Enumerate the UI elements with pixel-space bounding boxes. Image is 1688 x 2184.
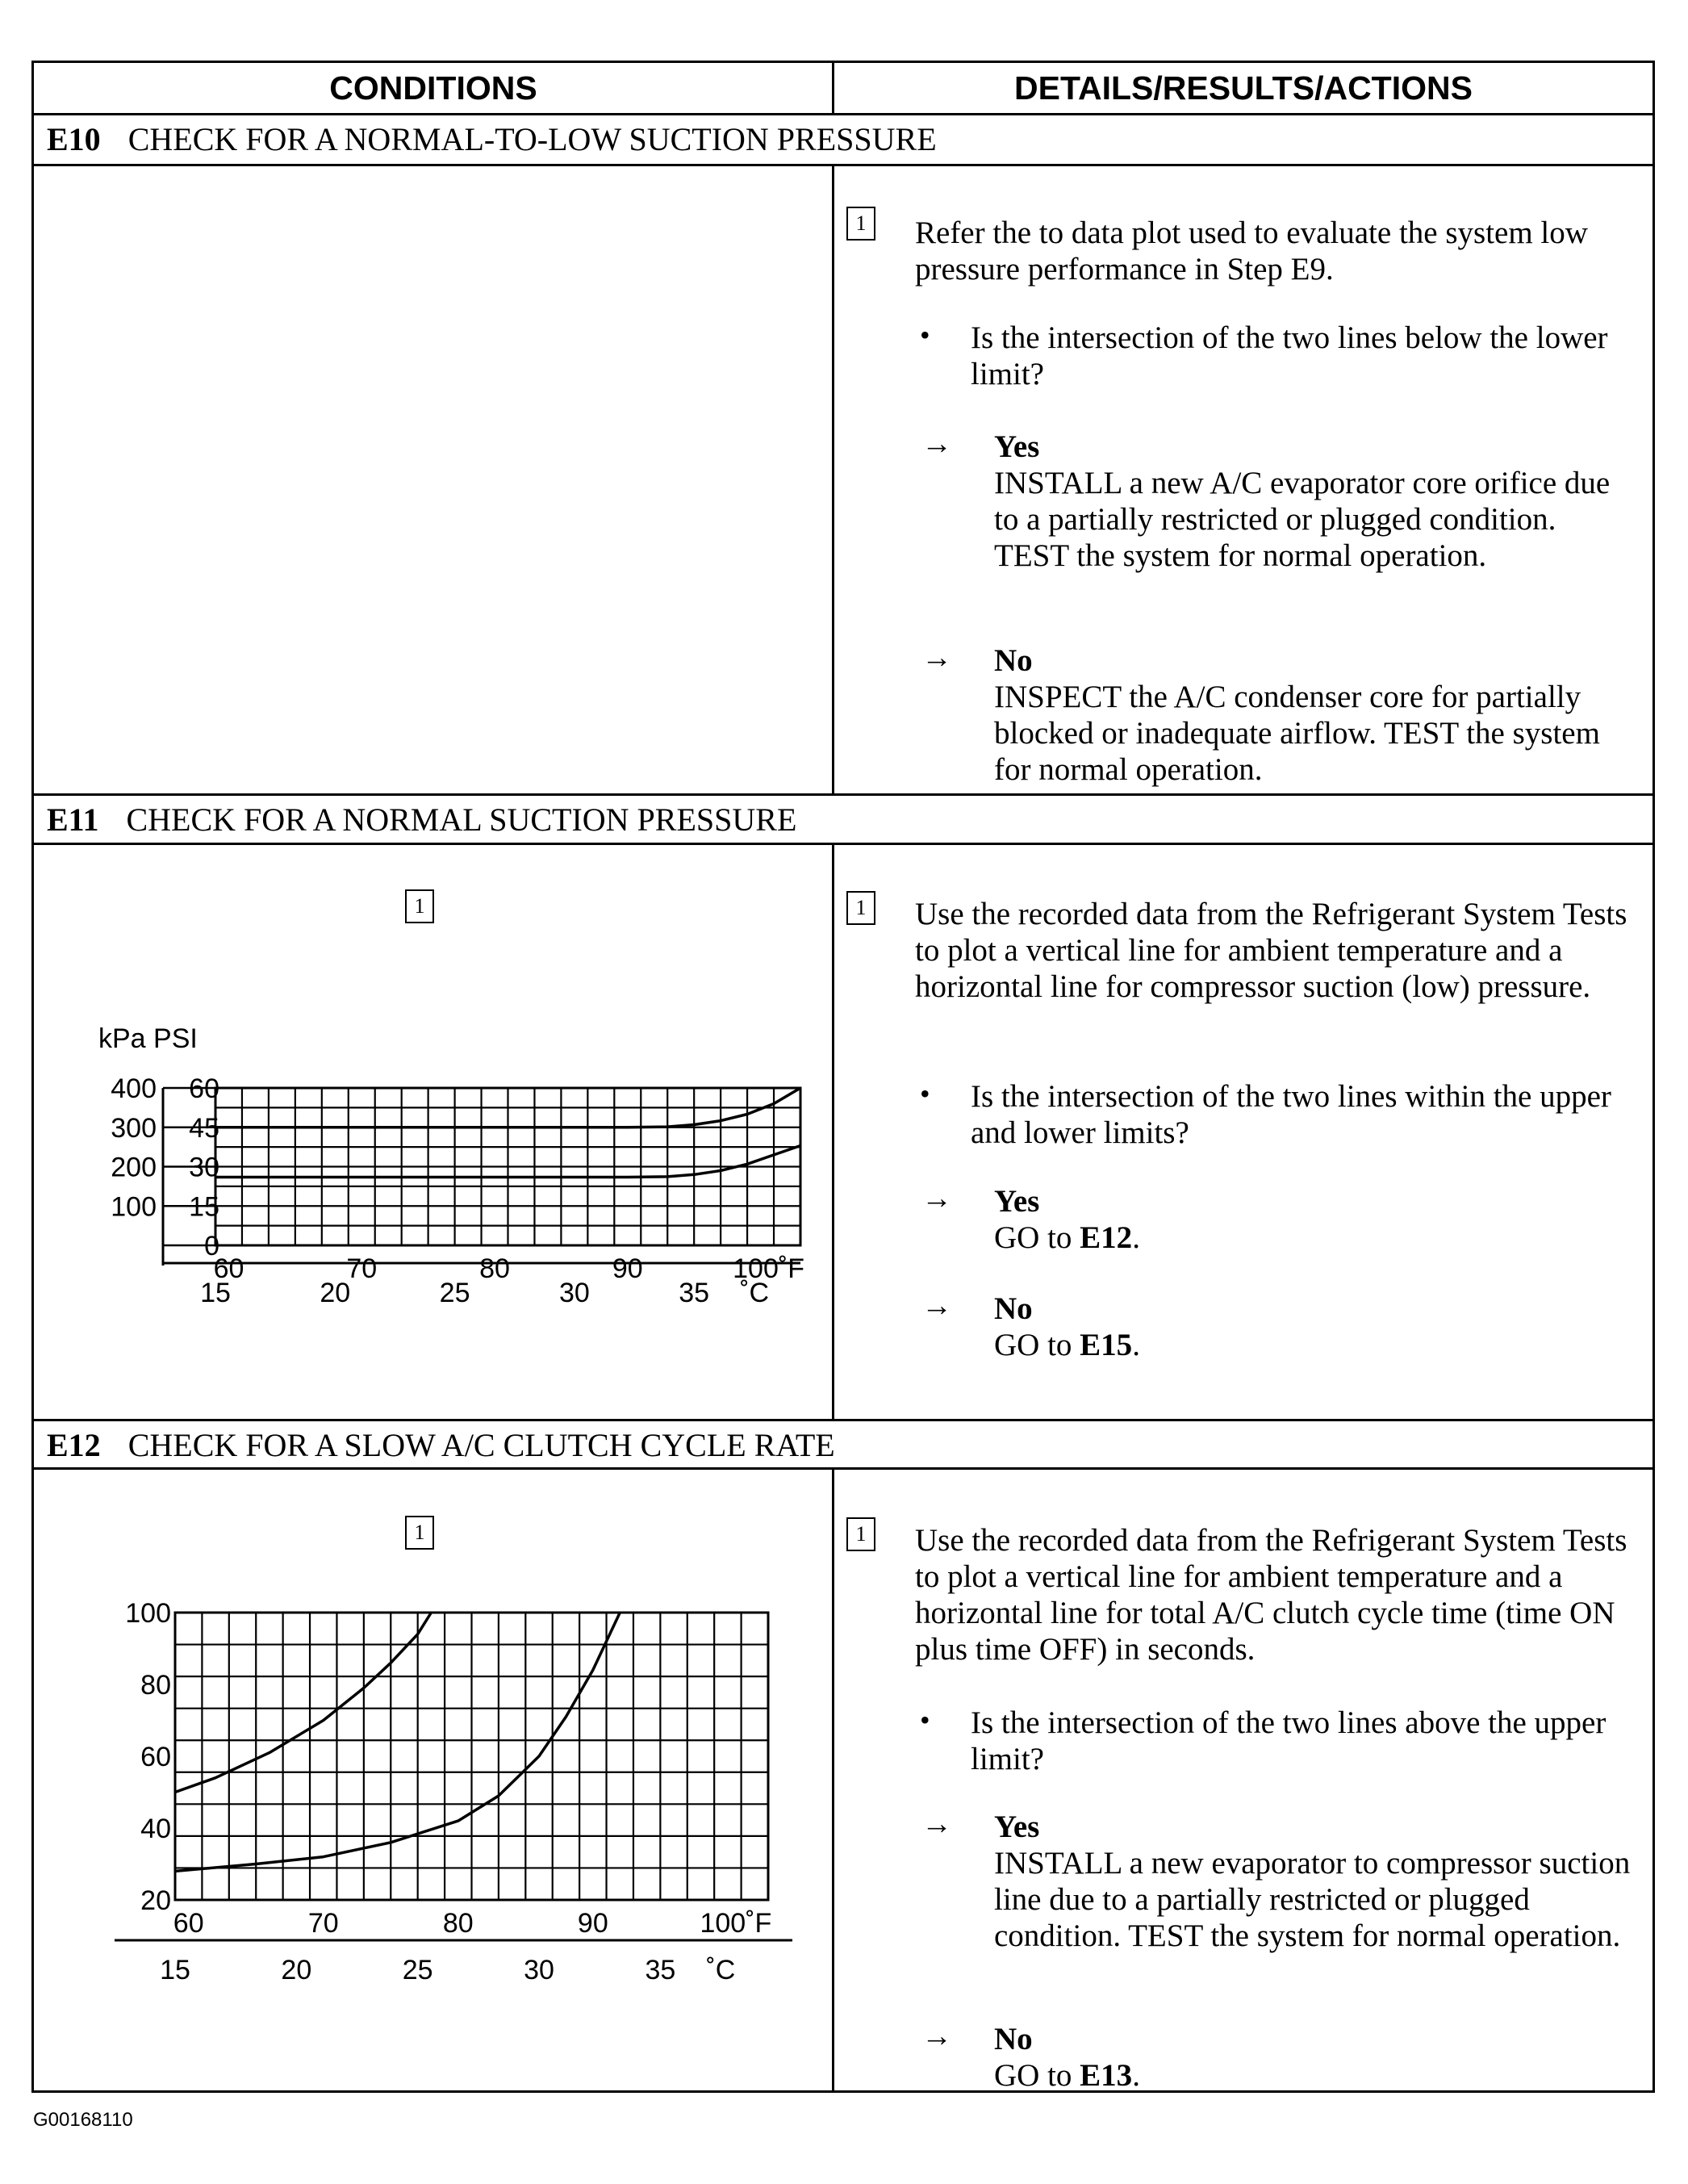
figure-id: G00168110 [33,2109,133,2131]
step-number-box: 1 [405,1516,434,1550]
y-tick-label: 60 [140,1742,171,1772]
x-fahrenheit-tick-label: 90 [577,1908,608,1939]
y-tick-label: 100 [125,1598,171,1629]
x-celsius-tick-label: ˚C [706,1955,736,1985]
x-fahrenheit-tick-label: 90 [612,1253,643,1284]
x-celsius-tick-label: 30 [524,1955,554,1985]
details-column-header: DETAILS/RESULTS/ACTIONS [1014,69,1473,107]
x-celsius-tick-label: 15 [200,1278,231,1308]
section-title: CHECK FOR A NORMAL-TO-LOW SUCTION PRESSURE [127,120,937,157]
x-fahrenheit-tick-label: 100˚F [700,1908,772,1939]
section-header-e10 [34,115,1652,162]
x-celsius-tick-label: 15 [160,1955,190,1985]
x-celsius-tick-label: ˚C [740,1278,770,1308]
instruction-text: Refer the to data plot used to evaluate the system low pressure performance in Step E9. [915,215,1588,287]
no-label: No [994,643,1033,678]
step-number-box: 1 [846,891,875,925]
section-id: E10 [47,120,101,157]
conditions-column-header: CONDITIONS [329,69,537,107]
bullet-icon: • [920,1704,930,1736]
yes-label: Yes [994,429,1040,464]
yes-action-text: INSTALL a new A/C evaporator core orifice due to a partially restricted or plugged condition. TEST the system for normal operation. [994,466,1611,573]
column-divider [832,1467,834,2093]
x-fahrenheit-tick-label: 70 [307,1908,339,1939]
bullet-icon: • [920,1077,930,1110]
no-action-text: INSPECT the A/C condenser core for partially blocked or inadequate airflow. TEST the system for normal operation. [994,680,1600,787]
y-kpa-tick-label: 200 [111,1152,157,1183]
x-fahrenheit-tick-label: 60 [213,1253,244,1284]
section-header-e12 [34,1421,1652,1468]
rule [34,843,1652,845]
y-tick-label: 20 [140,1885,171,1916]
arrow-right-icon: → [921,2019,952,2053]
section-title: CHECK FOR A NORMAL SUCTION PRESSURE [126,801,797,838]
x-celsius-tick-label: 25 [402,1955,433,1985]
no-goto-target: E15 [1080,1328,1133,1362]
x-celsius-tick-label: 35 [679,1278,710,1308]
bullet-icon: • [920,319,930,351]
procedure-table [31,61,1655,2093]
x-celsius-tick-label: 25 [439,1278,470,1308]
y-kpa-tick-label: 300 [111,1112,157,1144]
y-kpa-tick-label: 100 [111,1191,157,1223]
x-celsius-tick-label: 20 [320,1278,351,1308]
section-title: CHECK FOR A SLOW A/C CLUTCH CYCLE RATE [127,1426,835,1463]
step-number-box: 1 [846,1517,875,1551]
no-response: No GO to E13. [994,2021,1632,2094]
step-number-box: 1 [846,207,875,241]
x-fahrenheit-tick-label: 70 [346,1253,378,1284]
section-header-e11 [34,796,1652,843]
clutch-cycle-chart [58,1588,825,2048]
question-text: Is the intersection of the two lines below the lower limit? [971,320,1608,391]
column-divider [832,63,834,113]
rule [34,164,1652,166]
x-fahrenheit-tick-label: 80 [479,1253,510,1284]
y-tick-label: 40 [140,1814,171,1844]
y-tick-label: 60 [189,1073,219,1104]
y-tick-label: 80 [140,1670,171,1701]
yes-response [994,429,1632,574]
no-label: No [994,2022,1033,2056]
yes-label: Yes [994,1184,1040,1219]
y-units-label: kPa PSI [98,1023,198,1054]
column-divider [832,164,834,793]
column-divider [832,843,834,1419]
x-fahrenheit-tick-label: 100˚F [733,1253,804,1284]
no-response [994,642,1632,788]
x-fahrenheit-tick-label: 80 [442,1908,474,1939]
section-id: E12 [47,1426,101,1463]
no-goto-prefix: GO to [994,1328,1072,1362]
arrow-right-icon: → [921,1289,952,1323]
arrow-right-icon: → [921,641,952,675]
step-number-box: 1 [405,889,434,923]
y-kpa-tick-label: 400 [111,1073,157,1104]
y-tick-label: 30 [189,1152,219,1183]
yes-action-text: INSTALL a new evaporator to compressor suction line due to a partially restricted or plugged condition. TEST the system for normal operation. [994,1846,1631,1953]
no-label: No [994,1291,1033,1326]
suction-pressure-chart [58,1015,825,1387]
yes-response [994,1809,1632,1954]
yes-response: Yes GO to E12. [994,1183,1632,1256]
no-goto-target: E13 [1080,2058,1133,2093]
x-celsius-tick-label: 30 [558,1278,590,1308]
no-goto-prefix: GO to [994,2058,1072,2093]
yes-goto-prefix: GO to [994,1220,1072,1255]
arrow-right-icon: → [921,1807,952,1841]
section-id: E11 [47,801,99,838]
instruction-text: Use the recorded data from the Refrigerant System Tests to plot a vertical line for ambient temperature and a horizontal line for compressor suction (low) pressure. [915,897,1627,1004]
y-tick-label: 0 [204,1231,219,1261]
x-celsius-tick-label: 35 [645,1955,676,1985]
y-tick-label: 45 [189,1112,219,1144]
x-fahrenheit-tick-label: 60 [173,1908,204,1939]
yes-goto-target: E12 [1080,1220,1133,1255]
arrow-right-icon: → [921,1182,952,1215]
instruction-text: Use the recorded data from the Refrigerant System Tests to plot a vertical line for ambient temperature and a horizontal line for total A/C clutch cycle time (time ON plus time OFF) in seconds. [915,1523,1627,1667]
no-response: No GO to E15. [994,1291,1632,1363]
y-tick-label: 15 [189,1191,219,1223]
question-text: Is the intersection of the two lines above the upper limit? [971,1705,1607,1776]
limit-curve [175,1613,431,1793]
x-celsius-tick-label: 20 [281,1955,312,1985]
yes-label: Yes [994,1810,1040,1844]
arrow-right-icon: → [921,427,952,461]
question-text: Is the intersection of the two lines within the upper and lower limits? [971,1079,1611,1150]
